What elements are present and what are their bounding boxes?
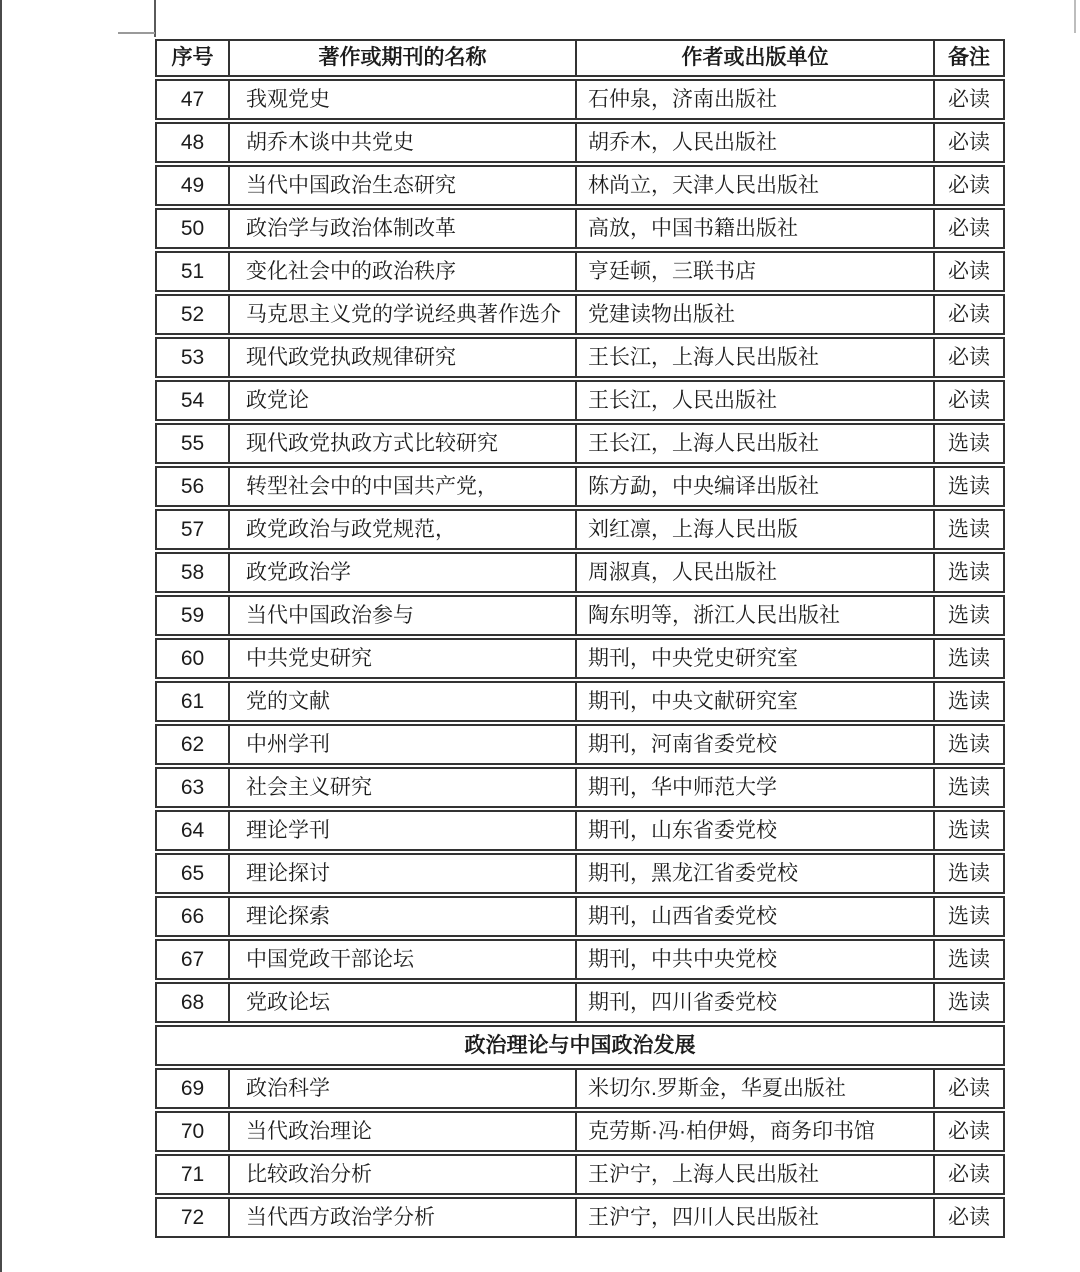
note-cell: 选读 xyxy=(935,810,1005,851)
publisher-cell: 米切尔.罗斯金，华夏出版社 xyxy=(577,1068,935,1109)
title-cell: 变化社会中的政治秩序 xyxy=(230,251,577,292)
table-row xyxy=(155,1111,1005,1152)
crop-mark-horizontal-left xyxy=(118,32,155,34)
note-cell: 选读 xyxy=(935,681,1005,722)
section-header-row xyxy=(155,1025,1005,1066)
publisher-cell: 党建读物出版社 xyxy=(577,294,935,335)
note-cell: 选读 xyxy=(935,423,1005,464)
title-cell: 胡乔木谈中共党史 xyxy=(230,122,577,163)
table-row xyxy=(155,810,1005,851)
table-row xyxy=(155,853,1005,894)
title-cell: 中共党史研究 xyxy=(230,638,577,679)
serial-cell: 53 xyxy=(155,337,230,378)
publisher-cell: 高放，中国书籍出版社 xyxy=(577,208,935,249)
crop-mark-vertical-right xyxy=(1074,0,1076,33)
note-cell: 选读 xyxy=(935,466,1005,507)
table-row xyxy=(155,638,1005,679)
note-cell: 必读 xyxy=(935,1197,1005,1238)
title-cell: 政党论 xyxy=(230,380,577,421)
reading-list-table xyxy=(155,37,1005,1240)
table-row xyxy=(155,724,1005,765)
serial-cell: 70 xyxy=(155,1111,230,1152)
table-row xyxy=(155,1068,1005,1109)
column-header-serial: 序号 xyxy=(155,39,230,77)
serial-cell: 68 xyxy=(155,982,230,1023)
note-cell: 选读 xyxy=(935,982,1005,1023)
note-cell: 选读 xyxy=(935,896,1005,937)
publisher-cell: 期刊，中共中央党校 xyxy=(577,939,935,980)
title-cell: 比较政治分析 xyxy=(230,1154,577,1195)
publisher-cell: 克劳斯·冯·柏伊姆，商务印书馆 xyxy=(577,1111,935,1152)
publisher-cell: 王长江，上海人民出版社 xyxy=(577,337,935,378)
publisher-cell: 王沪宁，上海人民出版社 xyxy=(577,1154,935,1195)
table-row xyxy=(155,896,1005,937)
serial-cell: 52 xyxy=(155,294,230,335)
table-row xyxy=(155,208,1005,249)
serial-cell: 72 xyxy=(155,1197,230,1238)
serial-cell: 63 xyxy=(155,767,230,808)
table-row xyxy=(155,122,1005,163)
publisher-cell: 期刊，河南省委党校 xyxy=(577,724,935,765)
publisher-cell: 胡乔木，人民出版社 xyxy=(577,122,935,163)
note-cell: 必读 xyxy=(935,1111,1005,1152)
serial-cell: 59 xyxy=(155,595,230,636)
serial-cell: 71 xyxy=(155,1154,230,1195)
publisher-cell: 期刊，山东省委党校 xyxy=(577,810,935,851)
publisher-cell: 王长江，上海人民出版社 xyxy=(577,423,935,464)
table-row xyxy=(155,79,1005,120)
note-cell: 选读 xyxy=(935,767,1005,808)
column-header-note: 备注 xyxy=(935,39,1005,77)
title-cell: 理论探讨 xyxy=(230,853,577,894)
column-header-title: 著作或期刊的名称 xyxy=(230,39,577,77)
table-row xyxy=(155,681,1005,722)
note-cell: 必读 xyxy=(935,294,1005,335)
serial-cell: 64 xyxy=(155,810,230,851)
note-cell: 必读 xyxy=(935,1068,1005,1109)
table-row xyxy=(155,251,1005,292)
serial-cell: 62 xyxy=(155,724,230,765)
table-row xyxy=(155,595,1005,636)
table-body-part2 xyxy=(155,1068,1005,1238)
table-row xyxy=(155,380,1005,421)
serial-cell: 67 xyxy=(155,939,230,980)
publisher-cell: 亨廷顿，三联书店 xyxy=(577,251,935,292)
section-body xyxy=(155,1025,1005,1066)
serial-cell: 49 xyxy=(155,165,230,206)
table-row xyxy=(155,982,1005,1023)
table-header xyxy=(155,39,1005,77)
note-cell: 选读 xyxy=(935,853,1005,894)
note-cell: 选读 xyxy=(935,939,1005,980)
publisher-cell: 王沪宁，四川人民出版社 xyxy=(577,1197,935,1238)
publisher-cell: 王长江，人民出版社 xyxy=(577,380,935,421)
serial-cell: 51 xyxy=(155,251,230,292)
note-cell: 必读 xyxy=(935,79,1005,120)
note-cell: 必读 xyxy=(935,380,1005,421)
title-cell: 现代政党执政方式比较研究 xyxy=(230,423,577,464)
note-cell: 选读 xyxy=(935,638,1005,679)
note-cell: 必读 xyxy=(935,337,1005,378)
serial-cell: 55 xyxy=(155,423,230,464)
serial-cell: 50 xyxy=(155,208,230,249)
table-row xyxy=(155,466,1005,507)
serial-cell: 57 xyxy=(155,509,230,550)
publisher-cell: 期刊，山西省委党校 xyxy=(577,896,935,937)
serial-cell: 60 xyxy=(155,638,230,679)
publisher-cell: 期刊，华中师范大学 xyxy=(577,767,935,808)
header-row xyxy=(155,39,1005,77)
title-cell: 马克思主义党的学说经典著作选介 xyxy=(230,294,577,335)
serial-cell: 54 xyxy=(155,380,230,421)
publisher-cell: 期刊，四川省委党校 xyxy=(577,982,935,1023)
note-cell: 选读 xyxy=(935,595,1005,636)
publisher-cell: 期刊，中央文献研究室 xyxy=(577,681,935,722)
section-title: 政治理论与中国政治发展 xyxy=(155,1025,1005,1066)
title-cell: 当代中国政治生态研究 xyxy=(230,165,577,206)
publisher-cell: 周淑真，人民出版社 xyxy=(577,552,935,593)
table-row xyxy=(155,509,1005,550)
table-row xyxy=(155,552,1005,593)
table-row xyxy=(155,1154,1005,1195)
note-cell: 必读 xyxy=(935,165,1005,206)
serial-cell: 47 xyxy=(155,79,230,120)
table-body-part1 xyxy=(155,79,1005,1023)
serial-cell: 66 xyxy=(155,896,230,937)
publisher-cell: 陶东明等，浙江人民出版社 xyxy=(577,595,935,636)
serial-cell: 48 xyxy=(155,122,230,163)
title-cell: 政治科学 xyxy=(230,1068,577,1109)
serial-cell: 65 xyxy=(155,853,230,894)
publisher-cell: 期刊，黑龙江省委党校 xyxy=(577,853,935,894)
publisher-cell: 林尚立，天津人民出版社 xyxy=(577,165,935,206)
note-cell: 必读 xyxy=(935,208,1005,249)
title-cell: 我观党史 xyxy=(230,79,577,120)
title-cell: 党政论坛 xyxy=(230,982,577,1023)
table-row xyxy=(155,767,1005,808)
title-cell: 理论探索 xyxy=(230,896,577,937)
serial-cell: 61 xyxy=(155,681,230,722)
publisher-cell: 陈方勐，中央编译出版社 xyxy=(577,466,935,507)
publisher-cell: 刘红凛，上海人民出版 xyxy=(577,509,935,550)
table-row xyxy=(155,1197,1005,1238)
title-cell: 当代中国政治参与 xyxy=(230,595,577,636)
note-cell: 选读 xyxy=(935,724,1005,765)
note-cell: 必读 xyxy=(935,251,1005,292)
table-row xyxy=(155,939,1005,980)
serial-cell: 69 xyxy=(155,1068,230,1109)
title-cell: 政治学与政治体制改革 xyxy=(230,208,577,249)
title-cell: 现代政党执政规律研究 xyxy=(230,337,577,378)
title-cell: 政党政治学 xyxy=(230,552,577,593)
serial-cell: 56 xyxy=(155,466,230,507)
title-cell: 政党政治与政党规范， xyxy=(230,509,577,550)
title-cell: 中州学刊 xyxy=(230,724,577,765)
table-row xyxy=(155,423,1005,464)
publisher-cell: 期刊，中央党史研究室 xyxy=(577,638,935,679)
publisher-cell: 石仲泉，济南出版社 xyxy=(577,79,935,120)
title-cell: 党的文献 xyxy=(230,681,577,722)
table-row xyxy=(155,337,1005,378)
title-cell: 转型社会中的中国共产党， xyxy=(230,466,577,507)
column-header-publisher: 作者或出版单位 xyxy=(577,39,935,77)
serial-cell: 58 xyxy=(155,552,230,593)
title-cell: 当代西方政治学分析 xyxy=(230,1197,577,1238)
note-cell: 选读 xyxy=(935,509,1005,550)
page-left-edge-line xyxy=(0,0,2,1272)
title-cell: 当代政治理论 xyxy=(230,1111,577,1152)
table-row xyxy=(155,294,1005,335)
note-cell: 必读 xyxy=(935,1154,1005,1195)
note-cell: 选读 xyxy=(935,552,1005,593)
title-cell: 中国党政干部论坛 xyxy=(230,939,577,980)
note-cell: 必读 xyxy=(935,122,1005,163)
table-row xyxy=(155,165,1005,206)
title-cell: 理论学刊 xyxy=(230,810,577,851)
title-cell: 社会主义研究 xyxy=(230,767,577,808)
